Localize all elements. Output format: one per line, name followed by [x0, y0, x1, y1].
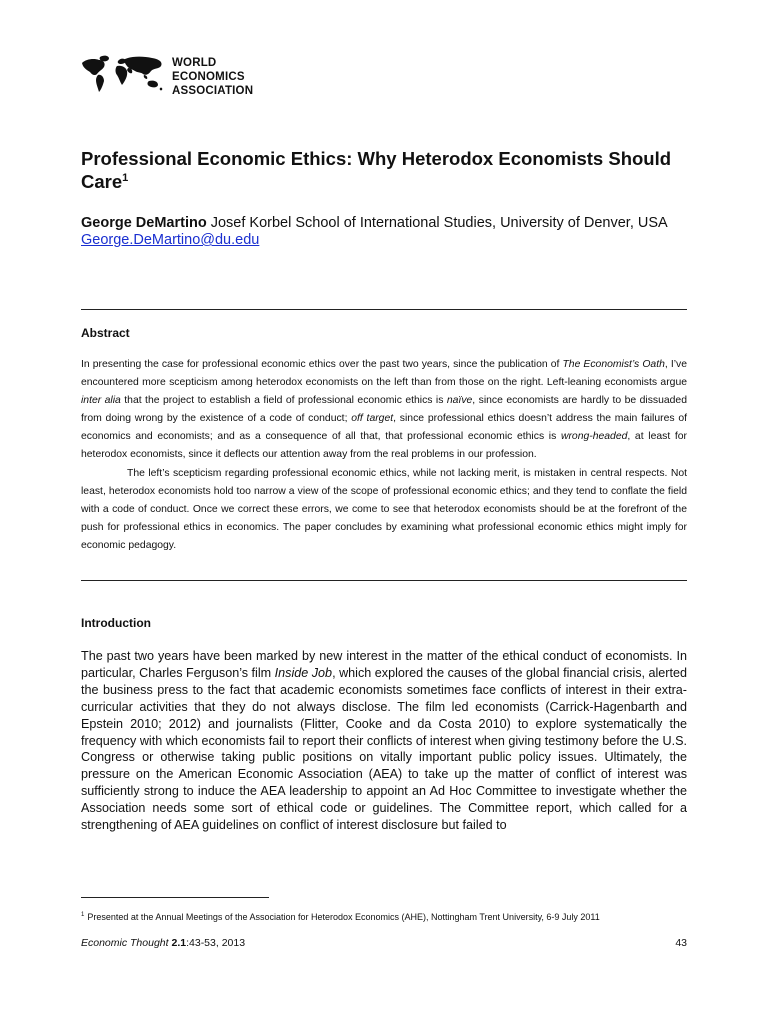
journal-name: Economic Thought	[81, 937, 169, 949]
abstract-body	[81, 356, 687, 555]
italic-text-run: off target	[351, 413, 394, 425]
introduction-paragraph-1: The past two years have been marked by new interest in the matter of the ethical conduct of economists. In particular, Charles Ferguson’s film Inside Job, which explored the causes of the global financial crisis, alerted the business press to the fact that academic economists sometimes face conflicts of interest in their extra-curricular activities that they do not always disclose. The film led economists (Carrick-Hagenbarth and Epstein 2010; 2012) and journalists (Flitter, Cooke and da Costa 2010) to explore systematically the frequency with which economists fail to report their conflicts of interest when giving testimony before the U.S. Congress or otherwise taking public positions on vitally important public policy issues. Ultimately, the pressure on the American Economic Association (AEA) to take up the matter of conflict of interest was sufficiently strong to induce the AEA leadership to appoint an Ad Hoc Committee to investigate whether the Association needs some sort of ethical code or guidelines. The Committee report, which called for a strengthening of AEA guidelines on conflict of interest disclosure but failed to	[81, 649, 687, 833]
author-email-link[interactable]: George.DeMartino@du.edu	[81, 232, 260, 248]
logo-line-world: WORLD	[172, 57, 217, 69]
italic-text-run: naïve	[446, 395, 473, 407]
world-economics-association-logo	[80, 52, 254, 102]
author-affiliation: Josef Korbel School of International Studies, University of Denver, USA	[210, 215, 668, 231]
italic-text-run: The Economist’s Oath	[562, 359, 665, 370]
footnote-marker: 1	[81, 912, 85, 918]
italic-text-run: wrong-headed	[560, 431, 628, 443]
abstract-paragraph-1: In presenting the case for professional economic ethics over the past two years, since the publication of The Economist’s Oath, I’ve encountered more scepticism among heterodox economists on the left than from those on the right. Left-leaning economists argue inter alia that the project to establish a field of professional economic ethics is naïve, since economists are hardly to be dissuaded from doing wrong by the existence of a code of conduct; off target, since professional ethics doesn’t address the main failures of economics and economists; and as a consequence of all that, that professional economic ethics is wrong-headed, at least for heterodox economists, since it deflects our attention away from the real problems in our profession.	[81, 359, 688, 461]
divider-top	[81, 309, 687, 310]
logo-wordmark	[172, 56, 253, 98]
introduction-heading: Introduction	[81, 616, 151, 630]
page-footer	[81, 936, 687, 950]
introduction-body	[81, 648, 687, 834]
page-number: 43	[675, 937, 687, 949]
journal-pages: :43-53, 2013	[186, 937, 246, 949]
journal-volume: 2.1	[171, 937, 187, 949]
italic-text-run: inter alia	[81, 395, 121, 407]
title-footnote-marker[interactable]: 1	[122, 172, 129, 184]
paper-title-text: Professional Economic Ethics: Why Heterodox Economists Should Care	[81, 148, 672, 192]
abstract-paragraph-2: The left’s scepticism regarding professional economic ethics, while not lacking merit, is mistaken in central respects. Not least, heterodox economists hold too narrow a view of the scope of professional economic ethics; and they tend to conflate the field with a code of conduct. Once we correct these errors, we come to see that heterodox economists should be at the forefront of the push for professional ethics in economics. The paper concludes by examining what professional economic ethics might imply for economic pedagogy.	[81, 467, 687, 551]
italic-text-run: Inside Job	[274, 665, 333, 680]
footnote-text: Presented at the Annual Meetings of the Association for Heterodox Economics (AHE), Nottingham Trent University, 6-9 July 2011	[87, 912, 600, 922]
paper-title	[81, 147, 701, 193]
logo-line-association: ASSOCIATION	[172, 85, 254, 97]
footnote	[81, 911, 701, 923]
world-map-icon	[80, 54, 166, 94]
logo-line-economics: ECONOMICS	[172, 71, 245, 83]
author-block	[81, 215, 691, 249]
author-name: George DeMartino	[81, 215, 207, 231]
footnote-divider	[81, 897, 269, 898]
divider-bottom	[81, 580, 687, 581]
abstract-heading: Abstract	[81, 326, 130, 340]
